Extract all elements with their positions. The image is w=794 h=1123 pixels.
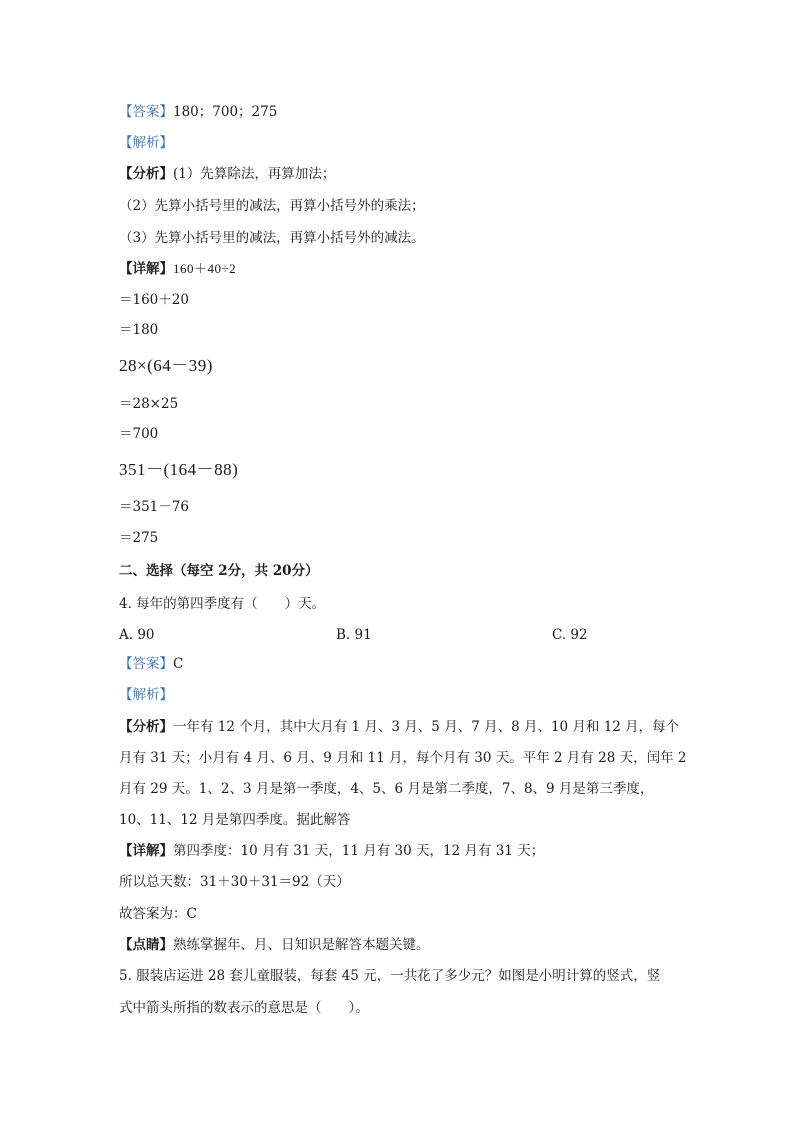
step-2a: ＝28×25	[119, 396, 179, 412]
q4-question: 4. 每年的第四季度有（ ）天。	[119, 596, 326, 612]
answer-text: C	[173, 656, 184, 672]
step-2b: ＝700	[119, 426, 159, 442]
q4-fenxi-1	[119, 717, 679, 737]
answer-tag: 【答案】	[119, 104, 173, 120]
q4-option-c: C. 92	[552, 627, 588, 643]
step-1a: ＝160＋20	[119, 292, 189, 308]
detail-tag: 【详解】	[119, 843, 173, 859]
step-3b: ＝275	[119, 530, 159, 546]
answer-tag: 【答案】	[119, 656, 173, 672]
fenxi-text: (1）先算除法，再算加法；	[173, 166, 336, 182]
q4-fenxi-2: 月有 31 天；小月有 4 月、6 月、9 月和 11 月，每个月有 30 天。平年 2 月有 28 天，闰年 2	[119, 750, 687, 766]
q3-analysis-tag: 【解析】	[119, 135, 173, 151]
q4-answer	[119, 654, 183, 674]
q4-option-a: A. 90	[119, 627, 155, 643]
q3-detail	[119, 259, 236, 279]
q3-fenxi-3: （3）先算小括号里的减法，再算小括号外的减法。	[119, 230, 425, 246]
q4-option-b: B. 91	[336, 627, 372, 643]
q5-line-2: 式中箭头所指的数表示的意思是（ ）。	[119, 1000, 369, 1016]
fenxi-tag: 【分析】	[119, 719, 173, 735]
q4-dianjing	[119, 935, 430, 955]
step-3a: ＝351－76	[119, 499, 189, 515]
dianjing-text: 熟练掌握年、月、日知识是解答本题关键。	[173, 937, 430, 953]
q4-detail-2: 所以总天数：31＋30＋31＝92（天）	[119, 874, 350, 890]
q4-detail-1	[119, 841, 544, 861]
expr-2: 28×(64－39)	[119, 356, 213, 375]
fenxi-text: 一年有 12 个月，其中大月有 1 月、3 月、5 月、7 月、8 月、10 月和 12 月，每个	[173, 719, 680, 735]
q3-fenxi-1	[119, 164, 335, 184]
section-title: 二、选择（每空 2分，共 20分）	[119, 563, 319, 579]
q4-fenxi-4: 10、11、12 月是第四季度。据此解答	[119, 812, 351, 828]
detail-tag: 【详解】	[119, 261, 173, 277]
fenxi-tag: 【分析】	[119, 166, 173, 182]
q4-fenxi-3: 月有 29 天。1、2、3 月是第一季度，4、5、6 月是第二季度，7、8、9 月是第三季度，	[119, 781, 654, 797]
detail-text: 第四季度：10 月有 31 天，11 月有 30 天，12 月有 31 天；	[173, 843, 545, 859]
expr-1: 160＋40÷2	[173, 261, 237, 276]
step-1b: ＝180	[119, 322, 159, 338]
dianjing-tag: 【点睛】	[119, 937, 173, 953]
q4-analysis-tag: 【解析】	[119, 687, 173, 703]
answer-text: 180；700；275	[173, 104, 278, 120]
expr-3: 351－(164－88)	[119, 460, 239, 479]
q3-fenxi-2: （2）先算小括号里的减法，再算小括号外的乘法；	[119, 198, 425, 214]
q5-line-1: 5. 服装店运进 28 套儿童服装，每套 45 元，一共花了多少元？如图是小明计算的竖式，竖	[119, 968, 661, 984]
q4-detail-3: 故答案为：C	[119, 906, 197, 922]
q3-answer	[119, 102, 277, 122]
